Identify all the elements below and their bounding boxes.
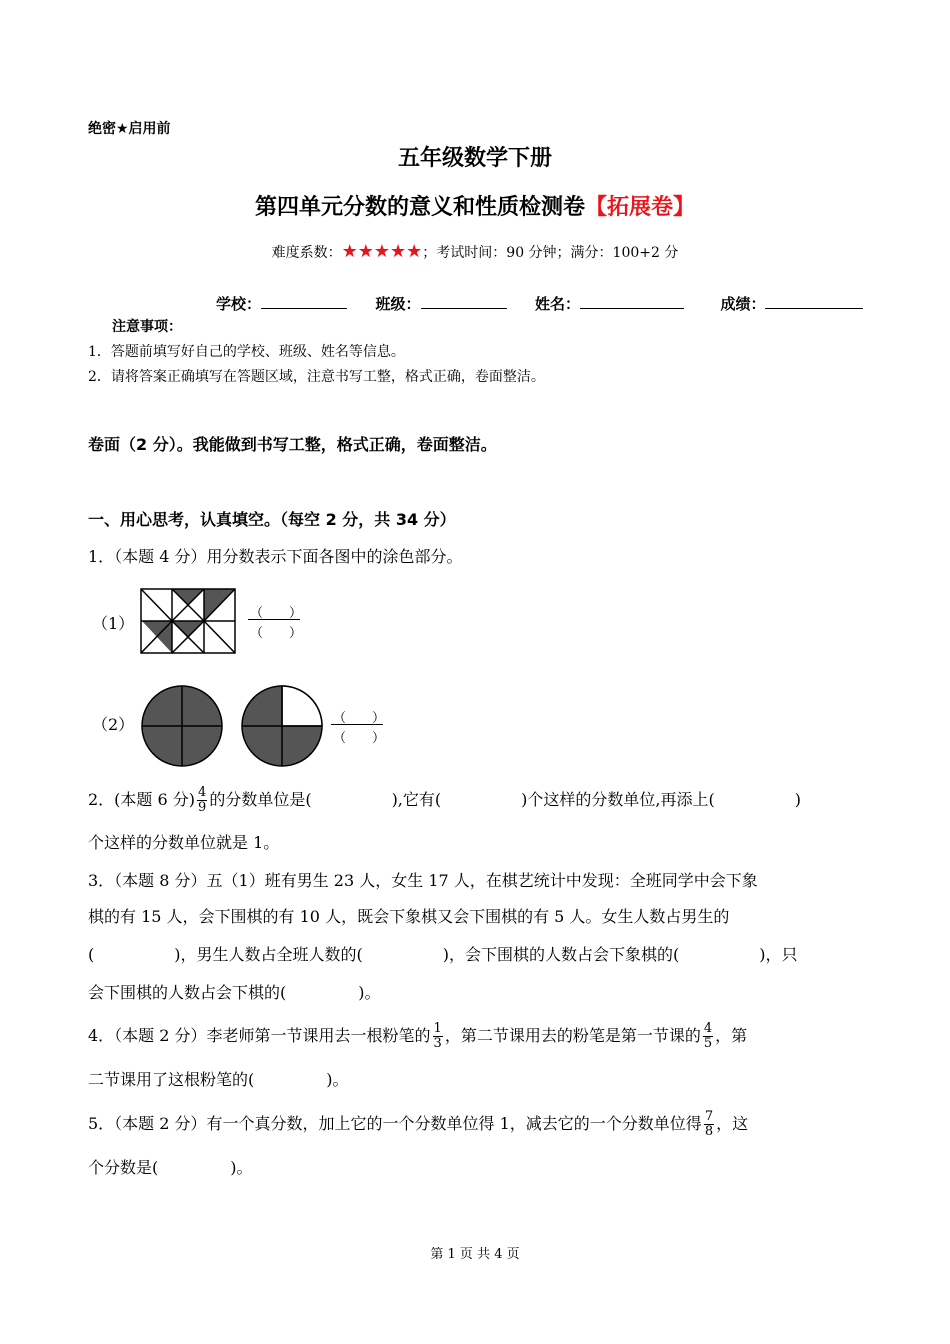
q2-prefix: 2．(本题 6 分) (88, 790, 196, 809)
subtitle-tag: 【拓展卷】 (585, 195, 696, 220)
exam-meta (0, 241, 950, 264)
q5-part1: 5．（本题 2 分）有一个真分数，加上它的一个分数单位得 1，减去它的一个分数单位得 (88, 1114, 702, 1133)
info-fields (216, 292, 863, 315)
notice-title: 注意事项： (112, 319, 182, 335)
q4-part1: 4．（本题 2 分）李老师第一节课用去一根粉笔的 (88, 1026, 431, 1045)
q3-l3a: ( (88, 945, 95, 964)
q3-l4b: )。 (358, 983, 381, 1002)
q4-fraction-2 (703, 1022, 713, 1051)
q4-part3: ，第 (715, 1026, 748, 1045)
q4-line-1 (88, 1018, 747, 1054)
q1-label-1: （1） (92, 614, 135, 633)
q2-part3: )个这样的分数单位,再添上( (521, 790, 715, 809)
confidential-mark: 绝密★启用前 (88, 121, 171, 137)
q1-circle-figure (140, 684, 326, 768)
q3-l3b: )，男生人数占全班人数的( (174, 945, 363, 964)
answer-numerator: （ ） (250, 606, 303, 621)
q5-numerator: 7 (704, 1109, 714, 1124)
notice-item-2: 2．请将答案正确填写在答题区域，注意书写工整，格式正确，卷面整洁。 (88, 369, 545, 385)
q4-part2: ，第二节课用去的粉笔是第一节课的 (444, 1026, 701, 1045)
page-title: 五年级数学下册 (397, 146, 552, 171)
exam-info: ；考试时间：90 分钟；满分：100+2 分 (422, 245, 679, 261)
q4-f1-denominator: 3 (433, 1036, 442, 1051)
subtitle-main: 第四单元分数的意义和性质检测卷 (254, 195, 585, 220)
q4-f2-denominator: 5 (703, 1036, 713, 1051)
q2-line-2: 个这样的分数单位就是 1。 (88, 833, 280, 852)
q4-fraction-1 (433, 1022, 443, 1051)
class-label: 班级： (375, 295, 421, 313)
name-field[interactable] (580, 292, 684, 309)
q5-line-2 (88, 1157, 253, 1179)
section1-title: 一、用心思考，认真填空。（每空 2 分，共 34 分） (88, 510, 456, 529)
page-footer: 第 1 页 共 4 页 (430, 1247, 520, 1262)
answer-numerator: （ ） (333, 711, 386, 726)
answer-denominator: （ ） (250, 626, 303, 641)
school-field[interactable] (261, 292, 347, 309)
notice-item-1: 1．答题前填写好自己的学校、班级、姓名等信息。 (88, 344, 405, 360)
q5-denominator: 8 (704, 1124, 714, 1139)
q2-fraction (197, 786, 207, 815)
difficulty-label: 难度系数： (271, 245, 342, 261)
q5-l2a: 个分数是( (88, 1158, 159, 1177)
q2-line-1 (88, 782, 801, 818)
q5-line-1 (88, 1106, 748, 1142)
answer-denominator: （ ） (333, 731, 386, 746)
score-field[interactable] (765, 292, 863, 309)
school-label: 学校： (216, 295, 262, 313)
q3-line-2: 棋的有 15 人，会下围棋的有 10 人，既会下象棋又会下围棋的有 5 人。女生人数占男生的 (88, 907, 730, 926)
q1-label-2: （2） (92, 715, 135, 734)
q2-part4: ) (794, 790, 801, 809)
q3-line-3 (88, 944, 798, 966)
neatness-statement: 卷面（2 分）。我能做到书写工整，格式正确，卷面整洁。 (88, 435, 497, 454)
class-field[interactable] (421, 292, 507, 309)
q2-numerator: 4 (198, 785, 207, 800)
page-subtitle (0, 193, 950, 223)
q4-f2-numerator: 4 (703, 1021, 713, 1036)
q3-l3d: )，只 (759, 945, 798, 964)
q4-l2b: )。 (326, 1070, 349, 1089)
q2-part1: 的分数单位是( (209, 790, 312, 809)
difficulty-stars: ★★★★★ (341, 241, 423, 262)
q4-f1-numerator: 1 (433, 1021, 442, 1036)
q3-line-4 (88, 982, 381, 1004)
q3-l4a: 会下围棋的人数占会下棋的( (88, 983, 287, 1002)
q5-l2b: )。 (230, 1158, 253, 1177)
q4-line-2 (88, 1069, 349, 1091)
q1-grid-figure (140, 588, 236, 654)
q1-text: 1．（本题 4 分）用分数表示下面各图中的涂色部分。 (88, 547, 463, 566)
score-label: 成绩： (720, 295, 766, 313)
name-label: 姓名： (534, 295, 580, 313)
q3-l3c: )，会下围棋的人数占会下象棋的( (442, 945, 680, 964)
q5-fraction (704, 1110, 714, 1139)
q5-part2: ，这 (716, 1114, 749, 1133)
q2-part2: ),它有( (391, 790, 442, 809)
q2-denominator: 9 (198, 800, 207, 815)
q4-l2a: 二节课用了这根粉笔的( (88, 1070, 255, 1089)
q3-line-1: 3．（本题 8 分）五（1）班有男生 23 人，女生 17 人，在棋艺统计中发现：全班同学中会下象 (88, 871, 758, 890)
